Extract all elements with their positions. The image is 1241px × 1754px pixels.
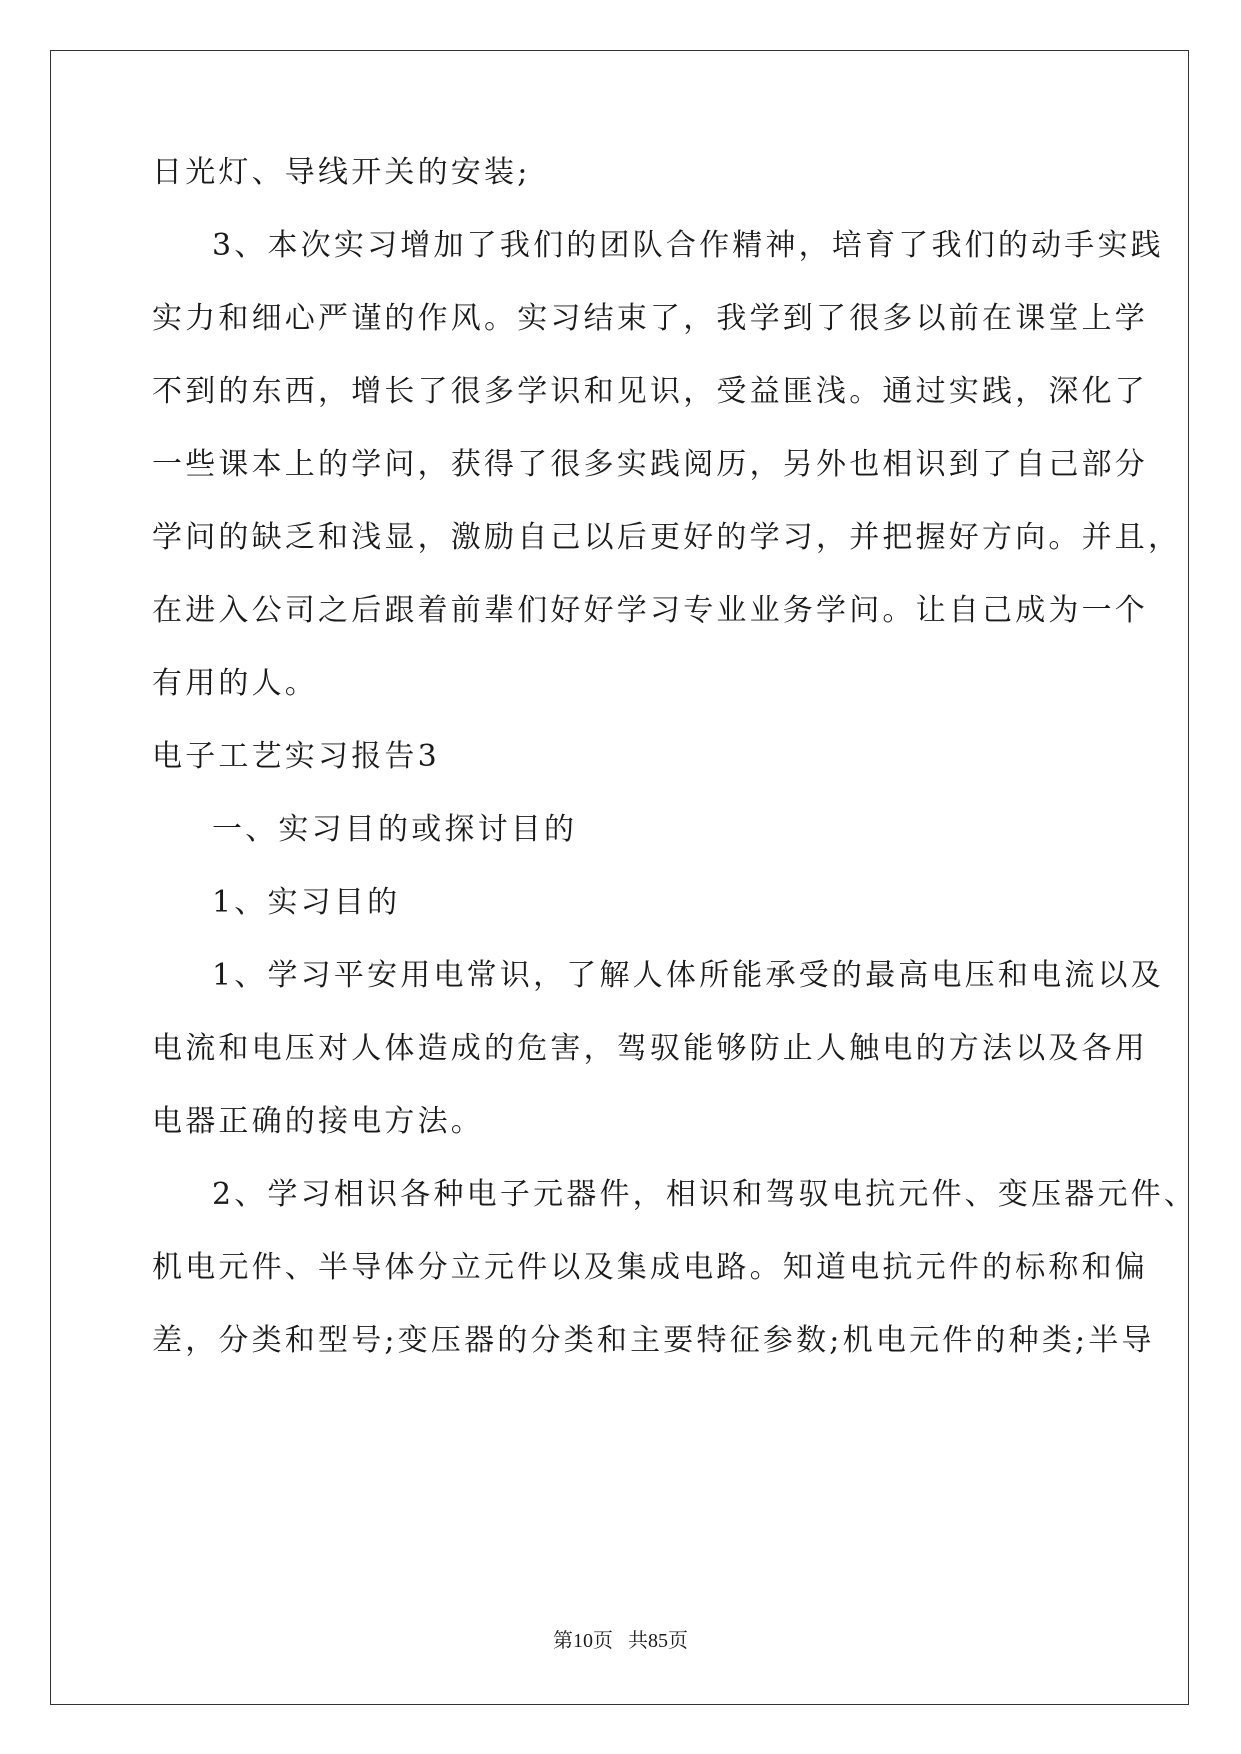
text-line: 不到的东西，增长了很多学识和见识，受益匪浅。通过实践，深化了 xyxy=(152,374,1148,409)
text-line: 电器正确的接电方法。 xyxy=(152,1104,484,1139)
text-line: 电流和电压对人体造成的危害，驾驭能够防止人触电的方法以及各用 xyxy=(152,1031,1148,1066)
page-footer xyxy=(0,1628,1241,1654)
text-line: 有用的人。 xyxy=(152,666,318,701)
text-line: 2、学习相识各种电子元器件，相识和驾驭电抗元件、变压器元件、 xyxy=(212,1177,1198,1212)
text-line: 日光灯、导线开关的安装; xyxy=(152,155,531,190)
text-line: 3、本次实习增加了我们的团队合作精神，培育了我们的动手实践 xyxy=(212,228,1164,263)
text-line: 在进入公司之后跟着前辈们好好学习专业业务学问。让自己成为一个 xyxy=(152,593,1148,628)
text-line: 实力和细心严谨的作风。实习结束了，我学到了很多以前在课堂上学 xyxy=(152,301,1148,336)
text-line: 一些课本上的学问，获得了很多实践阅历，另外也相识到了自己部分 xyxy=(152,447,1148,482)
text-line: 差，分类和型号;变压器的分类和主要特征参数;机电元件的种类;半导 xyxy=(152,1323,1155,1358)
page-number: 第10页 共85页 xyxy=(553,1630,688,1652)
section-heading: 电子工艺实习报告3 xyxy=(152,739,440,774)
text-line: 学问的缺乏和浅显，激励自己以后更好的学习，并把握好方向。并且， xyxy=(152,520,1182,555)
text-line: 机电元件、半导体分立元件以及集成电路。知道电抗元件的标称和偏 xyxy=(152,1250,1148,1285)
text-line: 1、学习平安用电常识，了解人体所能承受的最高电压和电流以及 xyxy=(212,958,1164,993)
subsection-heading: 1、实习目的 xyxy=(212,885,401,920)
subsection-heading: 一、实习目的或探讨目的 xyxy=(212,812,578,847)
